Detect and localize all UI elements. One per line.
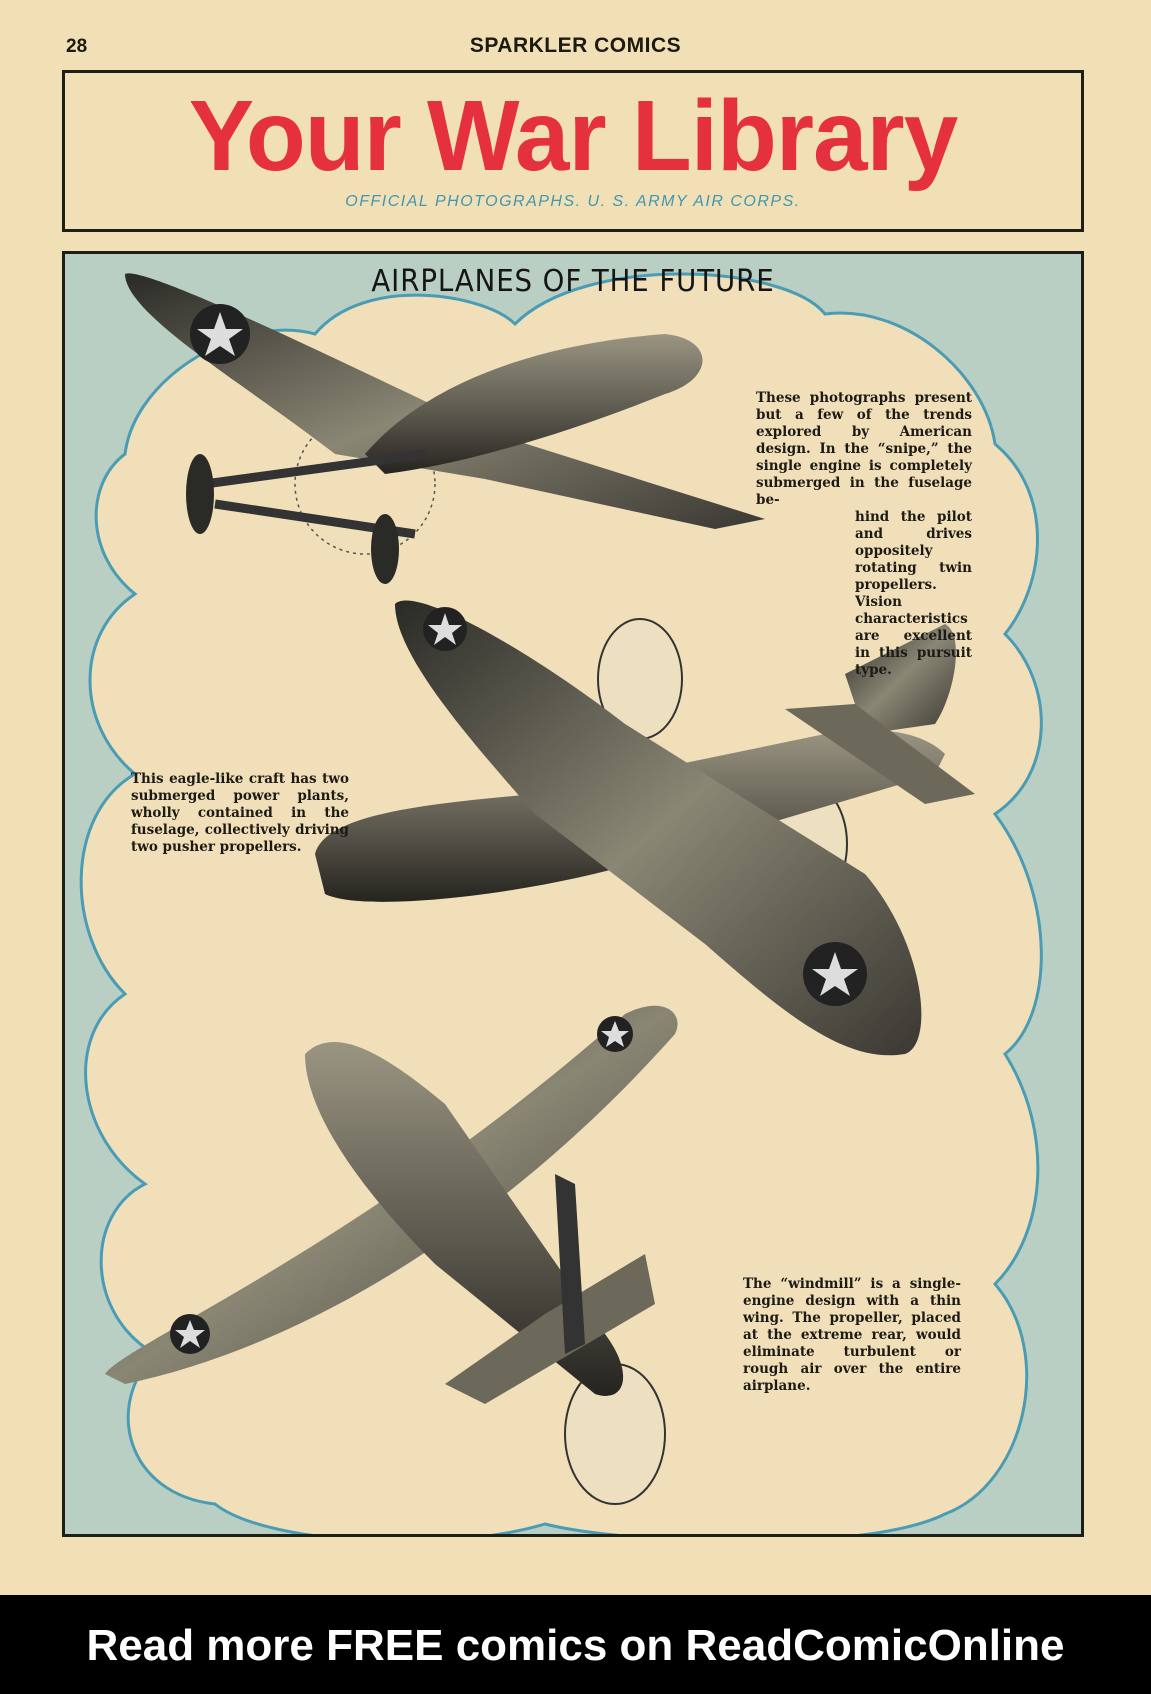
caption-windmill: The “windmill” is a single-engine design with a thin wing. The propeller, placed at the extreme rear, would eliminate turbulent or rough air over the entire airplane. — [743, 1276, 961, 1394]
illustration-panel — [62, 251, 1084, 1537]
header-box — [62, 70, 1084, 232]
caption-snipe-rest: hind the pilot and drives oppositely rotating twin propellers. Vision characteristics are excellent in this pursuit type. — [855, 509, 972, 678]
promo-banner[interactable] — [0, 1595, 1151, 1694]
caption-snipe-lead: These photographs present but a few of the trends explored by American design. In the “snipe,” the single engine is completely submerged in the fuselage be- — [756, 390, 972, 508]
promo-banner-text[interactable]: Read more FREE comics on ReadComicOnline — [86, 1621, 1065, 1670]
page-title: Your War Library — [188, 80, 958, 192]
masthead: SPARKLER COMICS — [469, 34, 682, 57]
panel-title: AIRPLANES OF THE FUTURE — [371, 264, 775, 299]
page-number: 28 — [66, 36, 88, 57]
caption-snipe — [756, 390, 972, 679]
caption-eagle: This eagle-like craft has two submerged power plants, wholly contained in the fuselage, collectively driving two pusher propellers. — [131, 771, 349, 855]
subtitle: OFFICIAL PHOTOGRAPHS. U. S. ARMY AIR CORPS. — [345, 193, 801, 210]
